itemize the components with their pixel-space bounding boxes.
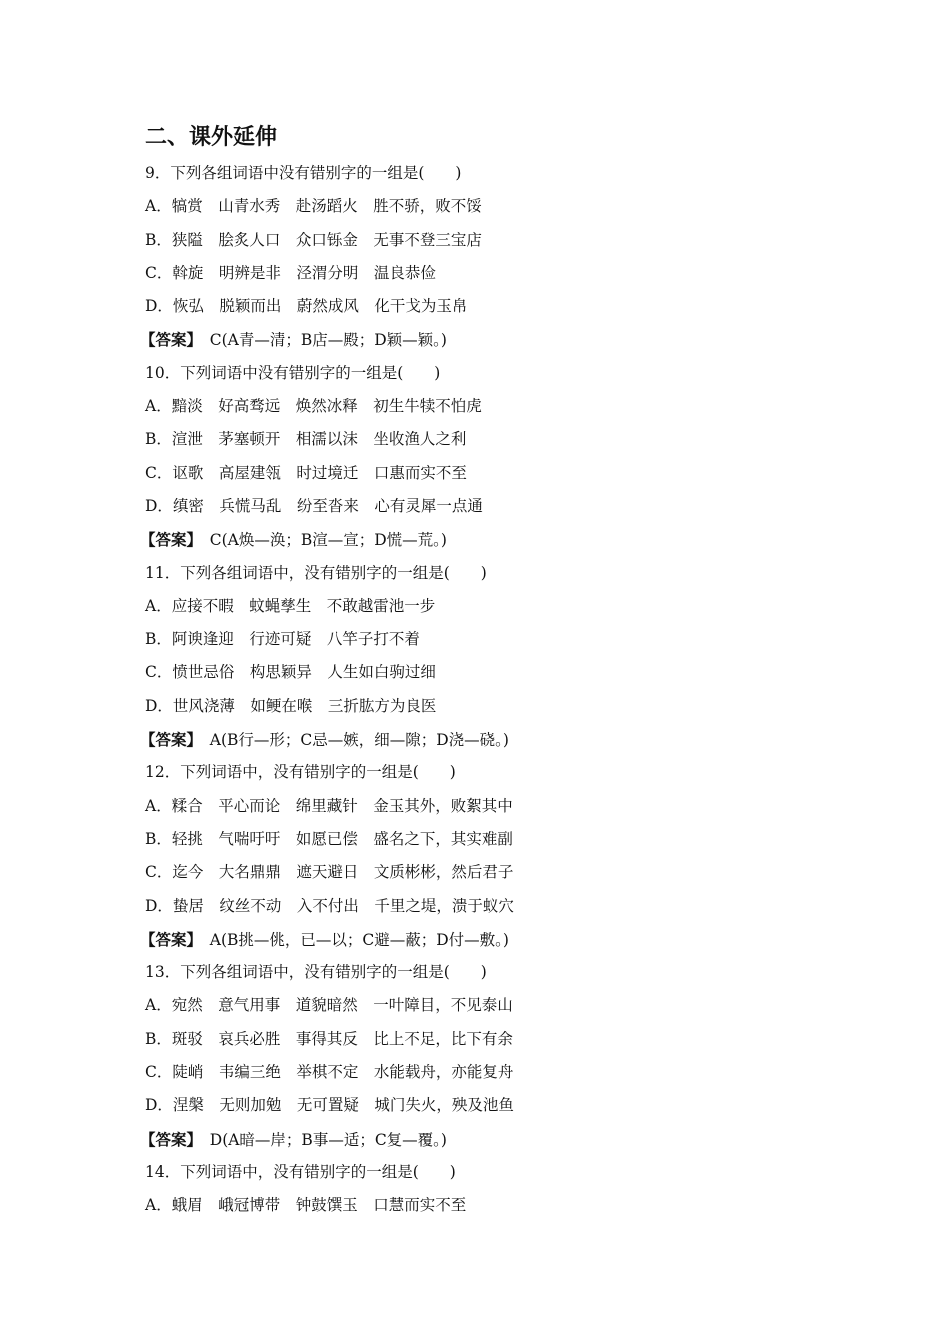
answer-text: A(B行—形；C忌—嫉，细—隙；D浇—硗。) <box>194 731 509 750</box>
answer-tag: 【答案】 <box>140 1129 195 1149</box>
question-stem: 11．下列各组词语中，没有错别字的一组是( ) <box>145 563 487 582</box>
answer-tag: 【答案】 <box>140 929 195 949</box>
answer-tag: 【答案】 <box>140 530 195 550</box>
answer-text: A(B挑—佻，已—以；C避—蔽；D付—敷。) <box>194 930 509 949</box>
option-d: D．蛰居 纹丝不动 入不付出 千里之堤，溃于蚁穴 <box>145 896 514 915</box>
question-stem: 10．下列词语中没有错别字的一组是( ) <box>145 363 441 382</box>
option-d: D．缜密 兵慌马乱 纷至沓来 心有灵犀一点通 <box>145 496 483 515</box>
option-a: A．应接不暇 蚊蝇孳生 不敢越雷池一步 <box>145 596 436 615</box>
answer-text: C(A青—清；B店—殿；D颖—颖。) <box>194 331 447 350</box>
option-b: B．狭隘 脍炙人口 众口铄金 无事不登三宝店 <box>145 230 482 249</box>
option-a: A．黯淡 好高骛远 焕然冰释 初生牛犊不怕虎 <box>145 397 482 416</box>
question-stem: 9．下列各组词语中没有错别字的一组是( ) <box>145 164 462 182</box>
option-c: C．陡峭 韦编三绝 举棋不定 水能载舟，亦能复舟 <box>145 1063 514 1082</box>
option-a: A．糅合 平心而论 绵里藏针 金玉其外，败絮其中 <box>145 796 513 815</box>
option-a: A．宛然 意气用事 道貌暗然 一叶障目，不见泰山 <box>145 996 513 1015</box>
answer-text: D(A暗—岸；B事—适；C复—覆。) <box>194 1130 447 1149</box>
option-d: D．世风浇薄 如鲠在喉 三折肱方为良医 <box>145 696 437 715</box>
question-stem: 14．下列词语中，没有错别字的一组是( ) <box>145 1162 456 1181</box>
answer-tag: 【答案】 <box>140 730 195 750</box>
document-page <box>140 122 845 1223</box>
answer-line <box>140 923 845 956</box>
answer-line <box>140 1123 845 1156</box>
option-b: B．轻挑 气喘吁吁 如愿已偿 盛名之下，其实难副 <box>145 829 513 848</box>
option-a: A．犒赏 山青水秀 赴汤蹈火 胜不骄，败不馁 <box>145 197 482 216</box>
option-c: C．迄今 大名鼎鼎 遮天避日 文质彬彬，然后君子 <box>145 863 514 882</box>
answer-tag: 【答案】 <box>140 330 195 350</box>
answer-text: C(A焕—涣；B渲—宣；D慌—荒。) <box>194 531 447 550</box>
option-c: C．斡旋 明辨是非 泾渭分明 温良恭俭 <box>145 263 436 282</box>
answer-line <box>140 323 845 356</box>
option-a: A．蛾眉 峨冠博带 钟鼓馔玉 口慧而实不至 <box>145 1196 467 1215</box>
answer-line <box>140 723 845 756</box>
option-c: C．愤世忌俗 构思颖异 人生如白驹过细 <box>145 663 436 682</box>
question-stem: 12．下列词语中，没有错别字的一组是( ) <box>145 763 456 782</box>
option-c: C．讴歌 高屋建瓴 时过境迁 口惠而实不至 <box>145 463 467 482</box>
answer-line <box>140 523 845 556</box>
option-b: B．渲泄 茅塞顿开 相濡以沫 坐收渔人之利 <box>145 430 467 449</box>
question-stem: 13．下列各组词语中，没有错别字的一组是( ) <box>145 963 487 982</box>
section-title: 二、课外延伸 <box>145 125 278 150</box>
option-b: B．阿谀逢迎 行迹可疑 八竿子打不着 <box>145 630 420 649</box>
option-d: D．涅槃 无则加勉 无可置疑 城门失火，殃及池鱼 <box>145 1096 514 1115</box>
option-d: D．恢弘 脱颖而出 蔚然成风 化干戈为玉帛 <box>145 297 468 316</box>
option-b: B．斑驳 哀兵必胜 事得其反 比上不足，比下有余 <box>145 1029 513 1048</box>
